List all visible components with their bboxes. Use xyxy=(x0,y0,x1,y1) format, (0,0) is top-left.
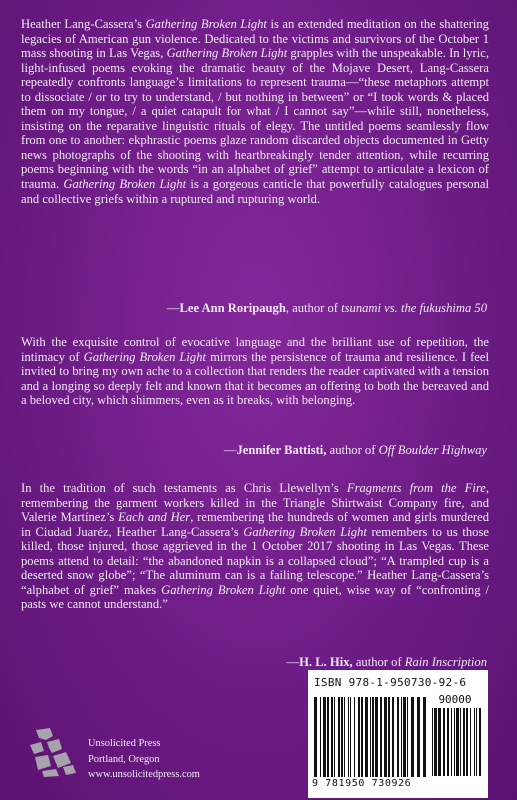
book-title: Gathering Broken Light xyxy=(145,17,267,31)
isbn-barcode xyxy=(308,670,488,798)
blurb-text xyxy=(21,335,489,408)
blurb-segment: , remembering the hundreds of women and girls murdered in Ciudad Juaréz, Heather Lang-Cassera’s xyxy=(21,510,490,539)
book-title: Gathering Broken Light xyxy=(243,524,367,539)
book-title: Each and Her xyxy=(118,510,191,525)
blurb-segment: grapples with the unspeakable. In lyric, light-infused poems evoking the dramatic beauty of the Mojave Desert, Lang-Cassera repeatedly confronts language’s limitations to represent trauma—“these metaphors attempt to dissociate / or to try to understand, / but nothing in between” or “I took words & placed them on my tongue, / a quiet catapult for what / I cannot say”—while still, nonetheless, insisting on the reparative linguistic rituals of elegy. The untitled poems seamlessly flow from one to another: ekphrastic poems glaze random discarded objects documented in Getty news photographs of the shooting with heartbreakingly tender attention, while recurring poems beginning with the words “in an alphabet of grief” attempt to articulate a lexicon of trauma. xyxy=(21,46,489,192)
barcode-number: 9 781950 730926 xyxy=(312,778,412,789)
blurb-segment: mirrors the persistence of trauma and resilience. I feel invited to bring my own ache to a collection that renders the reader captivated with a tension and a longing so deeply felt and known that it becomes an offering to both the bereaved and a beloved city, which shimmers, even as it breaks, with belonging. xyxy=(21,349,489,408)
publisher-logo-icon xyxy=(26,727,80,777)
book-title: Fragments from the Fire xyxy=(346,481,486,495)
blurb-segment: , remembering the garment workers killed in the Triangle Shirtwaist Company fire, and Valerie Martínez’s xyxy=(21,481,489,525)
blurb-attribution: —Lee Ann Roripaugh, author of tsunami vs. the fukushima 50 xyxy=(166,301,487,315)
blurb-attribution: —Jennifer Battisti, author of Off Boulder Highway xyxy=(223,443,487,457)
blurb-segment: In the tradition of such testaments as Chris Llewellyn’s xyxy=(21,481,347,495)
barcode-bars xyxy=(314,697,426,777)
blurb-segment: With the exquisite control of evocative language and the brilliant use of repetition, the intimacy of xyxy=(21,335,489,364)
blurb-segment: remembers to us those killed, those injured, those aggrieved in the 1 October 2017 shooting in Las Vegas. These poems attend to detail: “the abandoned napkin is a collapsed cloud”; “A trampled cup is a deserted snow globe”; “The aluminum can is a failing telescope.” Heather Lang-Cassera’s “alphabet of grief” makes xyxy=(21,524,489,597)
publisher-location: Portland, Oregon xyxy=(88,753,160,765)
blurb-segment: is an extended meditation on the shattering legacies of American gun violence. Dedicated to the victims and survivors of the October 1 mass shooting in Las Vegas, xyxy=(21,17,489,61)
publisher-website: www.unsolicitedpress.com xyxy=(88,769,200,780)
blurb-text xyxy=(21,481,489,612)
book-title: Gathering Broken Light xyxy=(161,582,286,597)
book-title: Gathering Broken Light xyxy=(83,349,207,364)
publisher-info xyxy=(88,736,200,783)
barcode-addon-number: 90000 xyxy=(438,693,472,706)
isbn-text: ISBN 978-1-950730-92-6 xyxy=(314,676,467,689)
blurb-attribution: —H. L. Hix, author of Rain Inscription xyxy=(286,655,487,669)
blurb-segment: is a gorgeous canticle that powerfully catalogues personal and collective griefs within a ruptured and rupturing world. xyxy=(21,177,489,206)
book-title: Gathering Broken Light xyxy=(166,46,288,61)
barcode-addon-bars xyxy=(432,708,482,776)
blurb-segment: one quiet, wise way of “confronting / pasts we cannot understand.” xyxy=(21,582,489,612)
book-title: Gathering Broken Light xyxy=(63,177,187,192)
publisher-name: Unsolicited Press xyxy=(88,738,161,749)
blurb-text xyxy=(21,17,489,206)
blurb-segment: Heather Lang-Cassera’s xyxy=(21,17,146,31)
